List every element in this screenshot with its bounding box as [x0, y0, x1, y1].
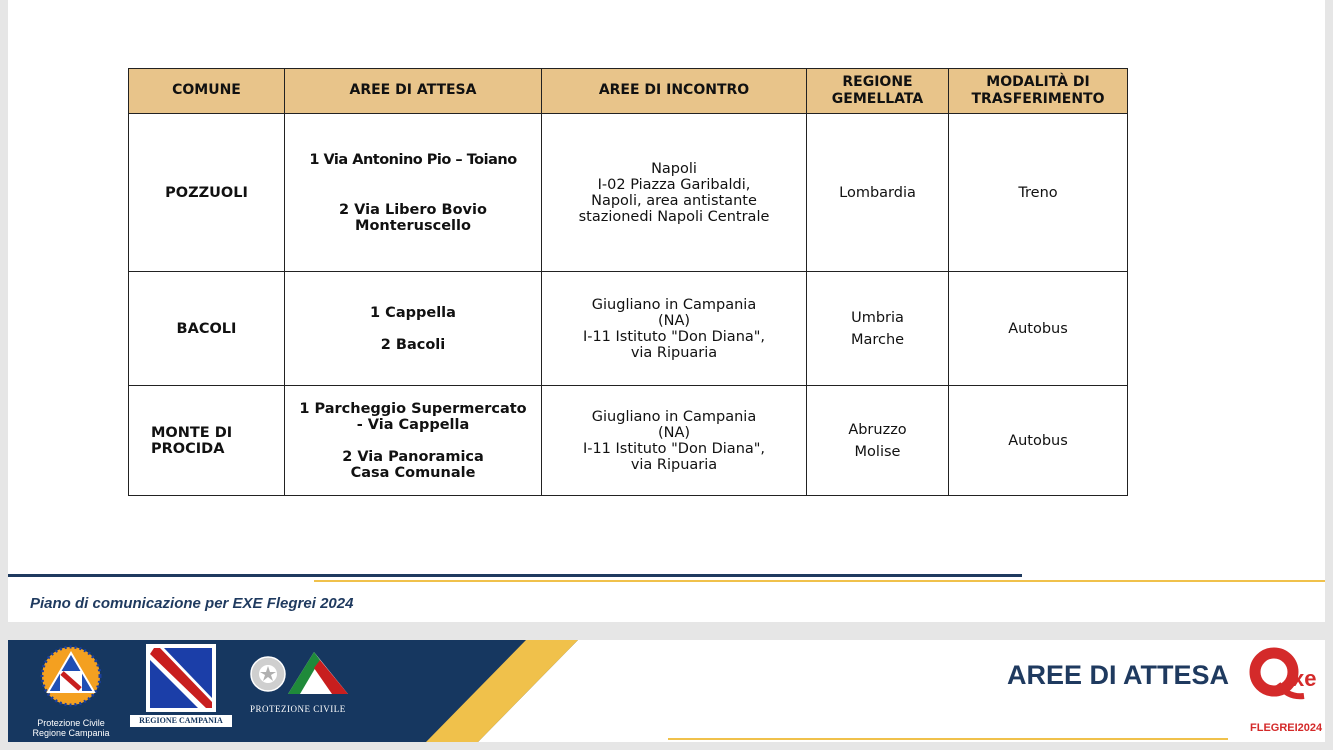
footer-divider-blue	[8, 574, 1022, 577]
exe-logo-text: xe	[1292, 666, 1317, 691]
banner-underline	[668, 738, 1228, 740]
cell-aree-incontro	[542, 114, 807, 272]
cell-regione	[807, 272, 949, 386]
incontro-line: Giugliano in Campania	[591, 296, 757, 313]
cell-aree-attesa	[285, 272, 542, 386]
cell-regione	[807, 386, 949, 496]
incontro-line: (NA)	[657, 424, 691, 441]
header-aree-incontro: AREE DI INCONTRO	[542, 69, 807, 114]
incontro-line: via Ripuaria	[630, 344, 718, 361]
attesa-line: 1 Parcheggio Supermercato	[299, 400, 527, 417]
cell-comune: POZZUOLI	[129, 114, 285, 272]
incontro-line: I-11 Istituto "Don Diana",	[582, 328, 766, 345]
footer-caption: Piano di comunicazione per EXE Flegrei 2024	[30, 595, 354, 612]
incontro-line: Giugliano in Campania	[591, 408, 757, 425]
regione-line: Umbria	[851, 309, 904, 326]
incontro-line: Napoli	[651, 160, 697, 177]
attesa-line: 2 Via Panoramica	[342, 448, 484, 465]
table-row	[129, 114, 1128, 272]
cell-modalita: Autobus	[949, 386, 1128, 496]
attesa-line: 2 Bacoli	[380, 336, 446, 353]
cell-regione	[807, 114, 949, 272]
regione-line: Molise	[854, 443, 901, 460]
table-row	[129, 386, 1128, 496]
cell-modalita: Autobus	[949, 272, 1128, 386]
attesa-line: 2 Via Libero Bovio	[339, 201, 487, 218]
header-aree-attesa: AREE DI ATTESA	[285, 69, 542, 114]
protezione-civile-campania-logo	[40, 644, 102, 710]
cell-comune: MONTE DI PROCIDA	[129, 386, 285, 496]
regione-line: Abruzzo	[848, 421, 907, 438]
logo3-caption: PROTEZIONE CIVILE	[250, 704, 346, 714]
banner-title: AREE DI ATTESA	[1006, 660, 1229, 690]
attesa-line: Monteruscello	[355, 217, 471, 234]
regione-campania-logo	[146, 644, 216, 712]
exe-logo-subtitle: FLEGREI2024	[1250, 722, 1323, 734]
footer-divider-gold	[314, 580, 1325, 582]
attesa-line: 1 Cappella	[370, 304, 456, 321]
incontro-line: I-02 Piazza Garibaldi,	[597, 176, 751, 193]
incontro-line: via Ripuaria	[630, 456, 718, 473]
incontro-line: I-11 Istituto "Don Diana",	[582, 440, 766, 457]
logo2-caption: REGIONE CAMPANIA	[130, 715, 232, 727]
header-regione-gemellata: REGIONE GEMELLATA	[807, 69, 949, 114]
header-modalita: MODALITÀ DI TRASFERIMENTO	[949, 69, 1128, 114]
regione-line: Marche	[850, 331, 905, 348]
incontro-line: Napoli, area antistante	[591, 192, 757, 209]
table-header-row	[129, 69, 1128, 114]
cell-comune: BACOLI	[129, 272, 285, 386]
table-row	[129, 272, 1128, 386]
transfer-table	[128, 68, 1128, 496]
incontro-line: (NA)	[657, 312, 691, 329]
protezione-civile-dipartimento-logo	[248, 646, 358, 708]
attesa-line: - Via Cappella	[356, 416, 470, 433]
cell-aree-attesa	[285, 114, 542, 272]
attesa-line: Casa Comunale	[350, 464, 476, 481]
cell-modalita: Treno	[949, 114, 1128, 272]
cell-aree-incontro	[542, 272, 807, 386]
slide	[8, 0, 1325, 622]
header-comune: COMUNE	[129, 69, 285, 114]
logo1-caption: Protezione Civile Regione Campania	[32, 718, 110, 738]
logo-banner	[8, 640, 1325, 742]
attesa-line: 1 Via Antonino Pio – Toiano	[309, 151, 517, 168]
cell-aree-incontro	[542, 386, 807, 496]
incontro-line: stazionedi Napoli Centrale	[578, 208, 770, 225]
exe-flegrei-logo	[1248, 646, 1320, 716]
cell-aree-attesa	[285, 386, 542, 496]
regione-line: Lombardia	[839, 184, 916, 201]
